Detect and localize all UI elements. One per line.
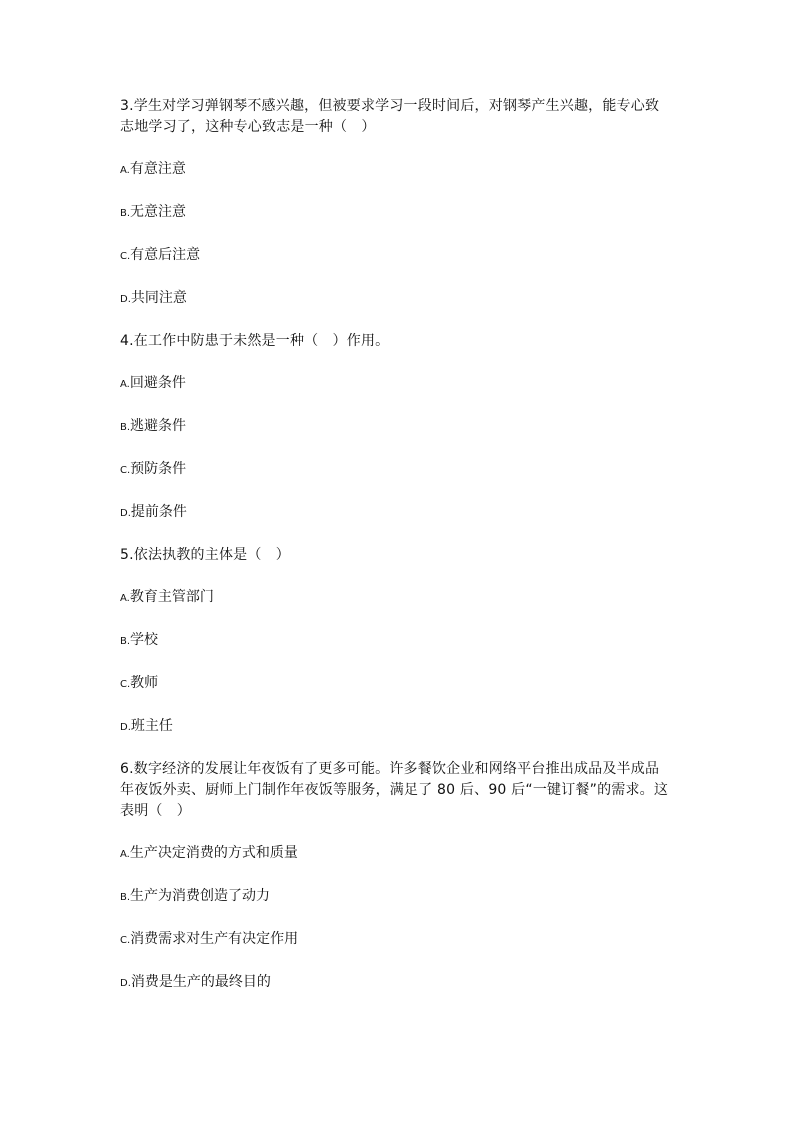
question-4-option-c [120,459,672,481]
option-letter: A. [120,593,130,604]
option-letter: D. [120,722,131,733]
question-3-option-c [120,245,672,267]
question-5-option-a [120,587,672,609]
option-text: 无意注意 [130,204,187,220]
question-4-option-d [120,502,672,524]
question-6-option-d [120,972,672,994]
option-letter: B. [120,208,131,219]
question-4-stem: 4.在工作中防患于未然是一种（ ）作用。 [120,333,390,349]
question-5-option-c [120,673,672,695]
option-text: 回避条件 [129,375,186,391]
option-letter: C. [120,679,131,690]
question-4-option-b [120,416,672,438]
option-letter: B. [120,892,131,903]
option-letter: D. [120,294,131,305]
option-letter: D. [120,978,131,989]
option-letter: C. [120,251,131,262]
option-letter: A. [120,379,130,390]
question-6-option-b [120,886,672,908]
option-text: 提前条件 [130,504,187,520]
question-6-option-c [120,929,672,951]
option-text: 消费需求对生产有决定作用 [130,931,299,947]
option-text: 教育主管部门 [129,589,214,605]
option-text: 消费是生产的最终目的 [130,974,271,990]
option-text: 预防条件 [130,461,187,477]
option-letter: A. [120,165,130,176]
question-5-stem: 5.依法执教的主体是（ ） [120,547,290,563]
option-letter: D. [120,508,131,519]
option-letter: B. [120,422,131,433]
question-3-option-d [120,288,672,310]
option-text: 有意注意 [129,161,186,177]
option-text: 共同注意 [130,290,187,306]
question-list [120,96,672,1015]
question-3-option-b [120,202,672,224]
option-text: 班主任 [130,718,173,734]
question-4-option-a [120,373,672,395]
option-text: 教师 [130,675,159,691]
question-5-option-b [120,630,672,652]
option-letter: B. [120,636,131,647]
question-6-option-a [120,843,672,865]
question-5-option-d [120,716,672,738]
question-3-option-a [120,159,672,181]
option-text: 生产为消费创造了动力 [130,888,271,904]
option-text: 学校 [130,632,159,648]
question-3-stem: 3.学生对学习弹钢琴不感兴趣，但被要求学习一段时间后，对钢琴产生兴趣，能专心致志地学习了，这种专心致志是一种（ ） [120,98,660,135]
option-text: 逃避条件 [130,418,187,434]
question-6-stem: 6.数字经济的发展让年夜饭有了更多可能。许多餐饮企业和网络平台推出成品及半成品年夜饭外卖、厨师上门制作年夜饭等服务，满足了 80 后、90 后“一键订餐”的需求。这表明（ ） [120,761,669,819]
option-text: 生产决定消费的方式和质量 [129,845,298,861]
option-letter: C. [120,465,131,476]
option-letter: A. [120,849,130,860]
option-text: 有意后注意 [130,247,201,263]
option-letter: C. [120,935,131,946]
